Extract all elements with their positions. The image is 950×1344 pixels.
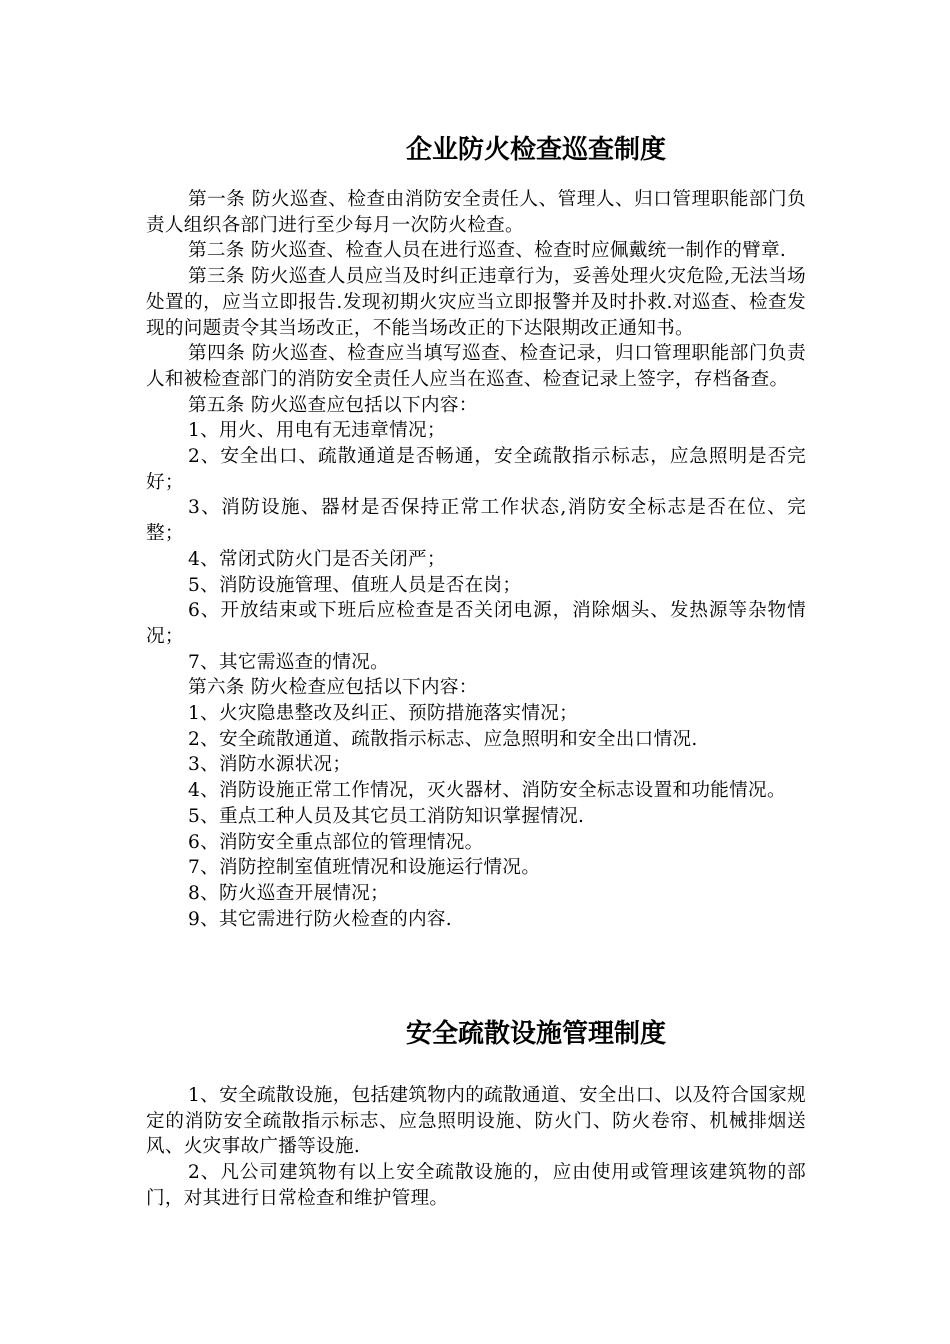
- list-item: 6、开放结束或下班后应检查是否关闭电源，消除烟头、发热源等杂物情况；: [146, 600, 806, 647]
- list-item: 1、火灾隐患整改及纠正、预防措施落实情况；: [188, 703, 579, 725]
- section-evacuation: [146, 1083, 806, 1212]
- list-item: 2、安全疏散通道、疏散指示标志、应急照明和安全出口情况.: [188, 728, 698, 750]
- list-item: 3、消防水源状况；: [188, 754, 352, 776]
- list-item: 1、用火、用电有无违章情况；: [188, 420, 446, 442]
- list-item: 9、其它需进行防火检查的内容.: [188, 908, 452, 930]
- list-item: 2、凡公司建筑物有以上安全疏散设施的，应由使用或管理该建筑物的部门，对其进行日常检查和维护管理。: [146, 1162, 806, 1209]
- list-item: 8、防火巡查开展情况；: [188, 882, 390, 904]
- list-item: 4、消防设施正常工作情况，灭火器材、消防安全标志设置和功能情况。: [188, 780, 786, 802]
- paragraph: 第二条 防火巡查、检查人员在进行巡查、检查时应佩戴统一制作的臂章.: [188, 240, 787, 262]
- doc-title-fire-inspection: 企业防火检查巡查制度: [405, 135, 666, 165]
- paragraph: 第五条 防火巡查应包括以下内容：: [188, 394, 478, 416]
- list-item: 4、常闭式防火门是否关闭严；: [188, 548, 446, 570]
- paragraph: 第四条 防火巡查、检查应当填写巡查、检查记录，归口管理职能部门负责人和被检查部门的消防安全责任人应当在巡查、检查记录上签字，存档备查。: [146, 343, 806, 390]
- doc-title-evacuation: 安全疏散设施管理制度: [405, 1019, 666, 1049]
- list-item: 2、安全出口、疏散通道是否畅通，安全疏散指示标志，应急照明是否完好；: [146, 446, 806, 493]
- list-item: 5、消防设施管理、值班人员是否在岗；: [188, 574, 522, 596]
- section-fire-inspection: [146, 187, 806, 932]
- list-item: 7、其它需巡查的情况。: [188, 651, 390, 673]
- paragraph: 第一条 防火巡查、检查由消防安全责任人、管理人、归口管理职能部门负责人组织各部门进行至少每月一次防火检查。: [146, 189, 806, 236]
- paragraph: 第六条 防火检查应包括以下内容：: [188, 677, 478, 699]
- list-item: 1、安全疏散设施，包括建筑物内的疏散通道、安全出口、以及符合国家规定的消防安全疏散指示标志、应急照明设施、防火门、防火卷帘、机械排烟送风、火灾事故广播等设施.: [146, 1085, 806, 1158]
- list-item: 7、消防控制室值班情况和设施运行情况。: [188, 857, 541, 879]
- list-item: 5、重点工种人员及其它员工消防知识掌握情况.: [188, 805, 585, 827]
- list-item: 6、消防安全重点部位的管理情况。: [188, 831, 484, 853]
- paragraph: 第三条 防火巡查人员应当及时纠正违章行为，妥善处理火灾危险,无法当场处置的，应当立即报告.发现初期火灾应当立即报警并及时扑救.对巡查、检查发现的问题责令其当场改正，不能当场改正的下达限期改正通知书。: [146, 266, 806, 339]
- list-item: 3、消防设施、器材是否保持正常工作状态,消防安全标志是否在位、完整；: [146, 497, 806, 545]
